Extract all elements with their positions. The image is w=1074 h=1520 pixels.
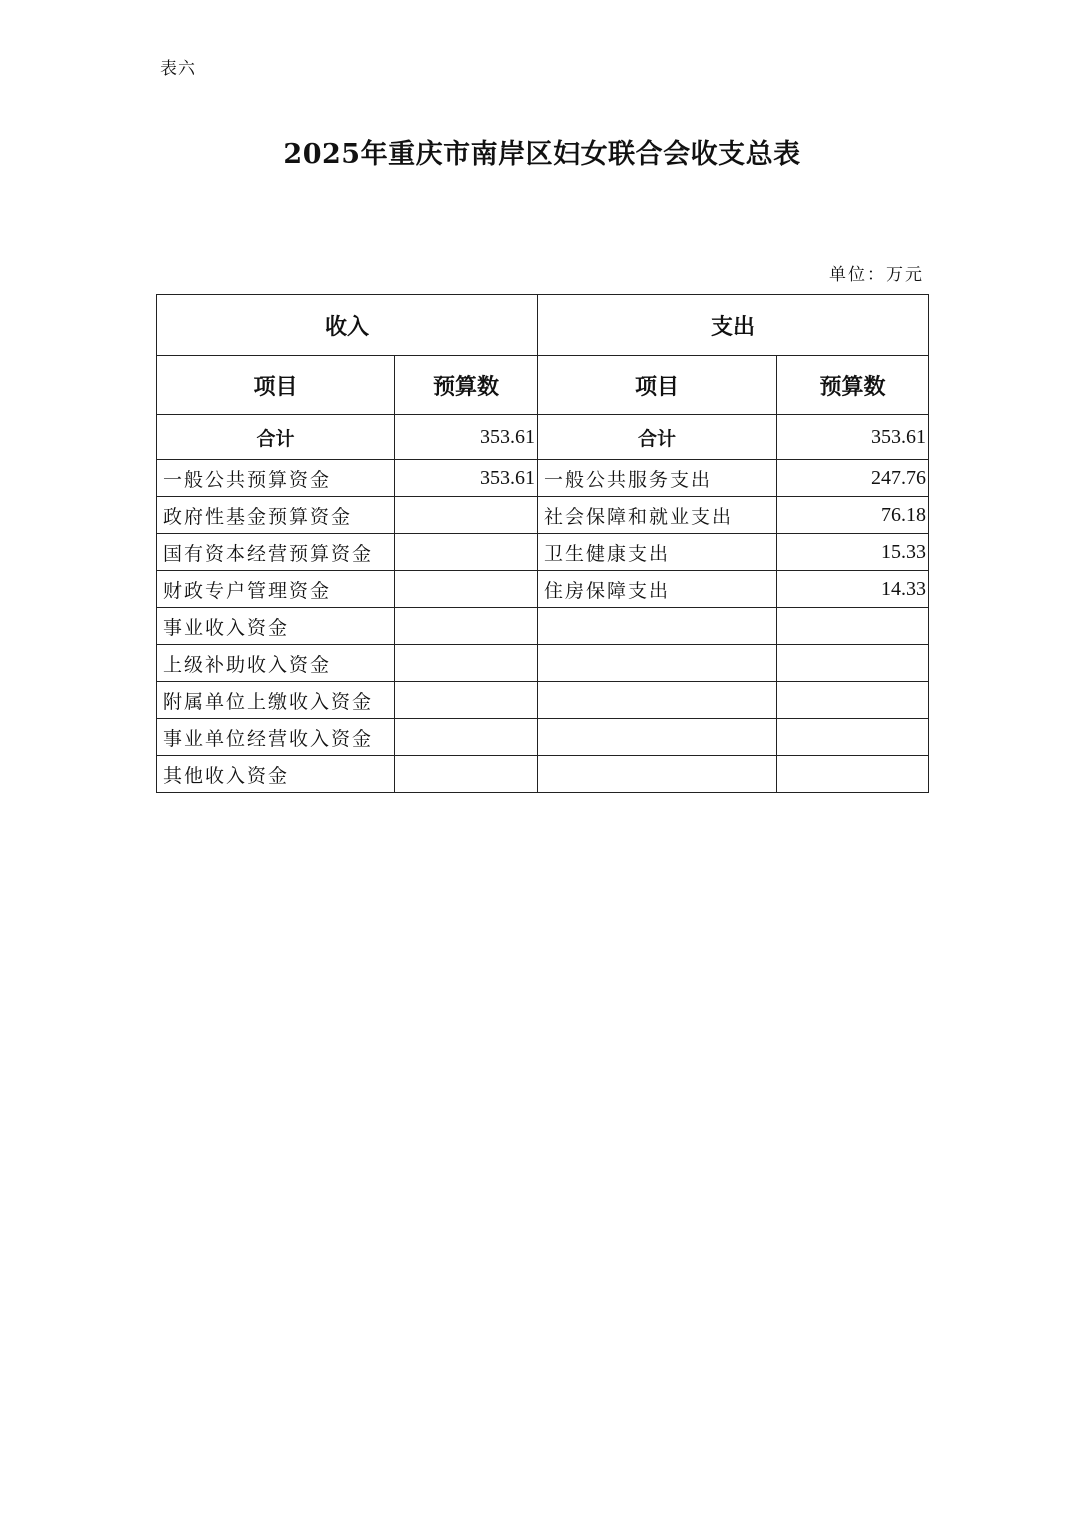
income-budget bbox=[395, 645, 538, 682]
page-title: 2025年重庆市南岸区妇女联合会收支总表 bbox=[283, 139, 801, 170]
expense-total-label: 合计 bbox=[538, 415, 777, 460]
income-budget: 353.61 bbox=[395, 460, 538, 497]
budget-summary-table bbox=[156, 294, 929, 793]
table-row bbox=[157, 719, 929, 756]
income-item: 事业单位经营收入资金 bbox=[157, 719, 395, 756]
table-row bbox=[157, 534, 929, 571]
expense-budget: 76.18 bbox=[777, 497, 929, 534]
expense-item bbox=[538, 682, 777, 719]
income-budget bbox=[395, 682, 538, 719]
expense-item bbox=[538, 608, 777, 645]
income-item: 上级补助收入资金 bbox=[157, 645, 395, 682]
table-row bbox=[157, 756, 929, 793]
income-budget-header: 预算数 bbox=[395, 356, 538, 415]
table-row bbox=[157, 460, 929, 497]
table-label: 表六 bbox=[160, 59, 196, 79]
expense-budget: 15.33 bbox=[777, 534, 929, 571]
expense-item bbox=[538, 756, 777, 793]
income-group-header: 收入 bbox=[157, 295, 538, 356]
expense-group-header: 支出 bbox=[538, 295, 929, 356]
expense-item: 社会保障和就业支出 bbox=[538, 497, 777, 534]
income-budget bbox=[395, 497, 538, 534]
unit-note: 单位：万元 bbox=[829, 265, 924, 285]
income-item: 财政专户管理资金 bbox=[157, 571, 395, 608]
income-item: 其他收入资金 bbox=[157, 756, 395, 793]
expense-budget: 14.33 bbox=[777, 571, 929, 608]
total-row bbox=[157, 415, 929, 460]
income-item: 事业收入资金 bbox=[157, 608, 395, 645]
table-row bbox=[157, 608, 929, 645]
table-row bbox=[157, 645, 929, 682]
table-row bbox=[157, 497, 929, 534]
expense-budget: 247.76 bbox=[777, 460, 929, 497]
income-item: 一般公共预算资金 bbox=[157, 460, 395, 497]
income-item: 附属单位上缴收入资金 bbox=[157, 682, 395, 719]
expense-budget bbox=[777, 756, 929, 793]
expense-budget bbox=[777, 719, 929, 756]
income-total-label: 合计 bbox=[157, 415, 395, 460]
expense-budget-header: 预算数 bbox=[777, 356, 929, 415]
income-budget bbox=[395, 608, 538, 645]
table-body bbox=[157, 295, 929, 793]
column-header-row bbox=[157, 356, 929, 415]
expense-budget bbox=[777, 682, 929, 719]
expense-item-header: 项目 bbox=[538, 356, 777, 415]
expense-item: 卫生健康支出 bbox=[538, 534, 777, 571]
expense-budget bbox=[777, 645, 929, 682]
expense-budget bbox=[777, 608, 929, 645]
group-header-row bbox=[157, 295, 929, 356]
income-item: 国有资本经营预算资金 bbox=[157, 534, 395, 571]
table-row bbox=[157, 571, 929, 608]
income-budget bbox=[395, 719, 538, 756]
income-budget bbox=[395, 571, 538, 608]
expense-total-value: 353.61 bbox=[777, 415, 929, 460]
expense-item: 住房保障支出 bbox=[538, 571, 777, 608]
expense-item: 一般公共服务支出 bbox=[538, 460, 777, 497]
table-row bbox=[157, 682, 929, 719]
income-item: 政府性基金预算资金 bbox=[157, 497, 395, 534]
expense-item bbox=[538, 645, 777, 682]
income-item-header: 项目 bbox=[157, 356, 395, 415]
expense-item bbox=[538, 719, 777, 756]
income-budget bbox=[395, 534, 538, 571]
income-total-value: 353.61 bbox=[395, 415, 538, 460]
income-budget bbox=[395, 756, 538, 793]
